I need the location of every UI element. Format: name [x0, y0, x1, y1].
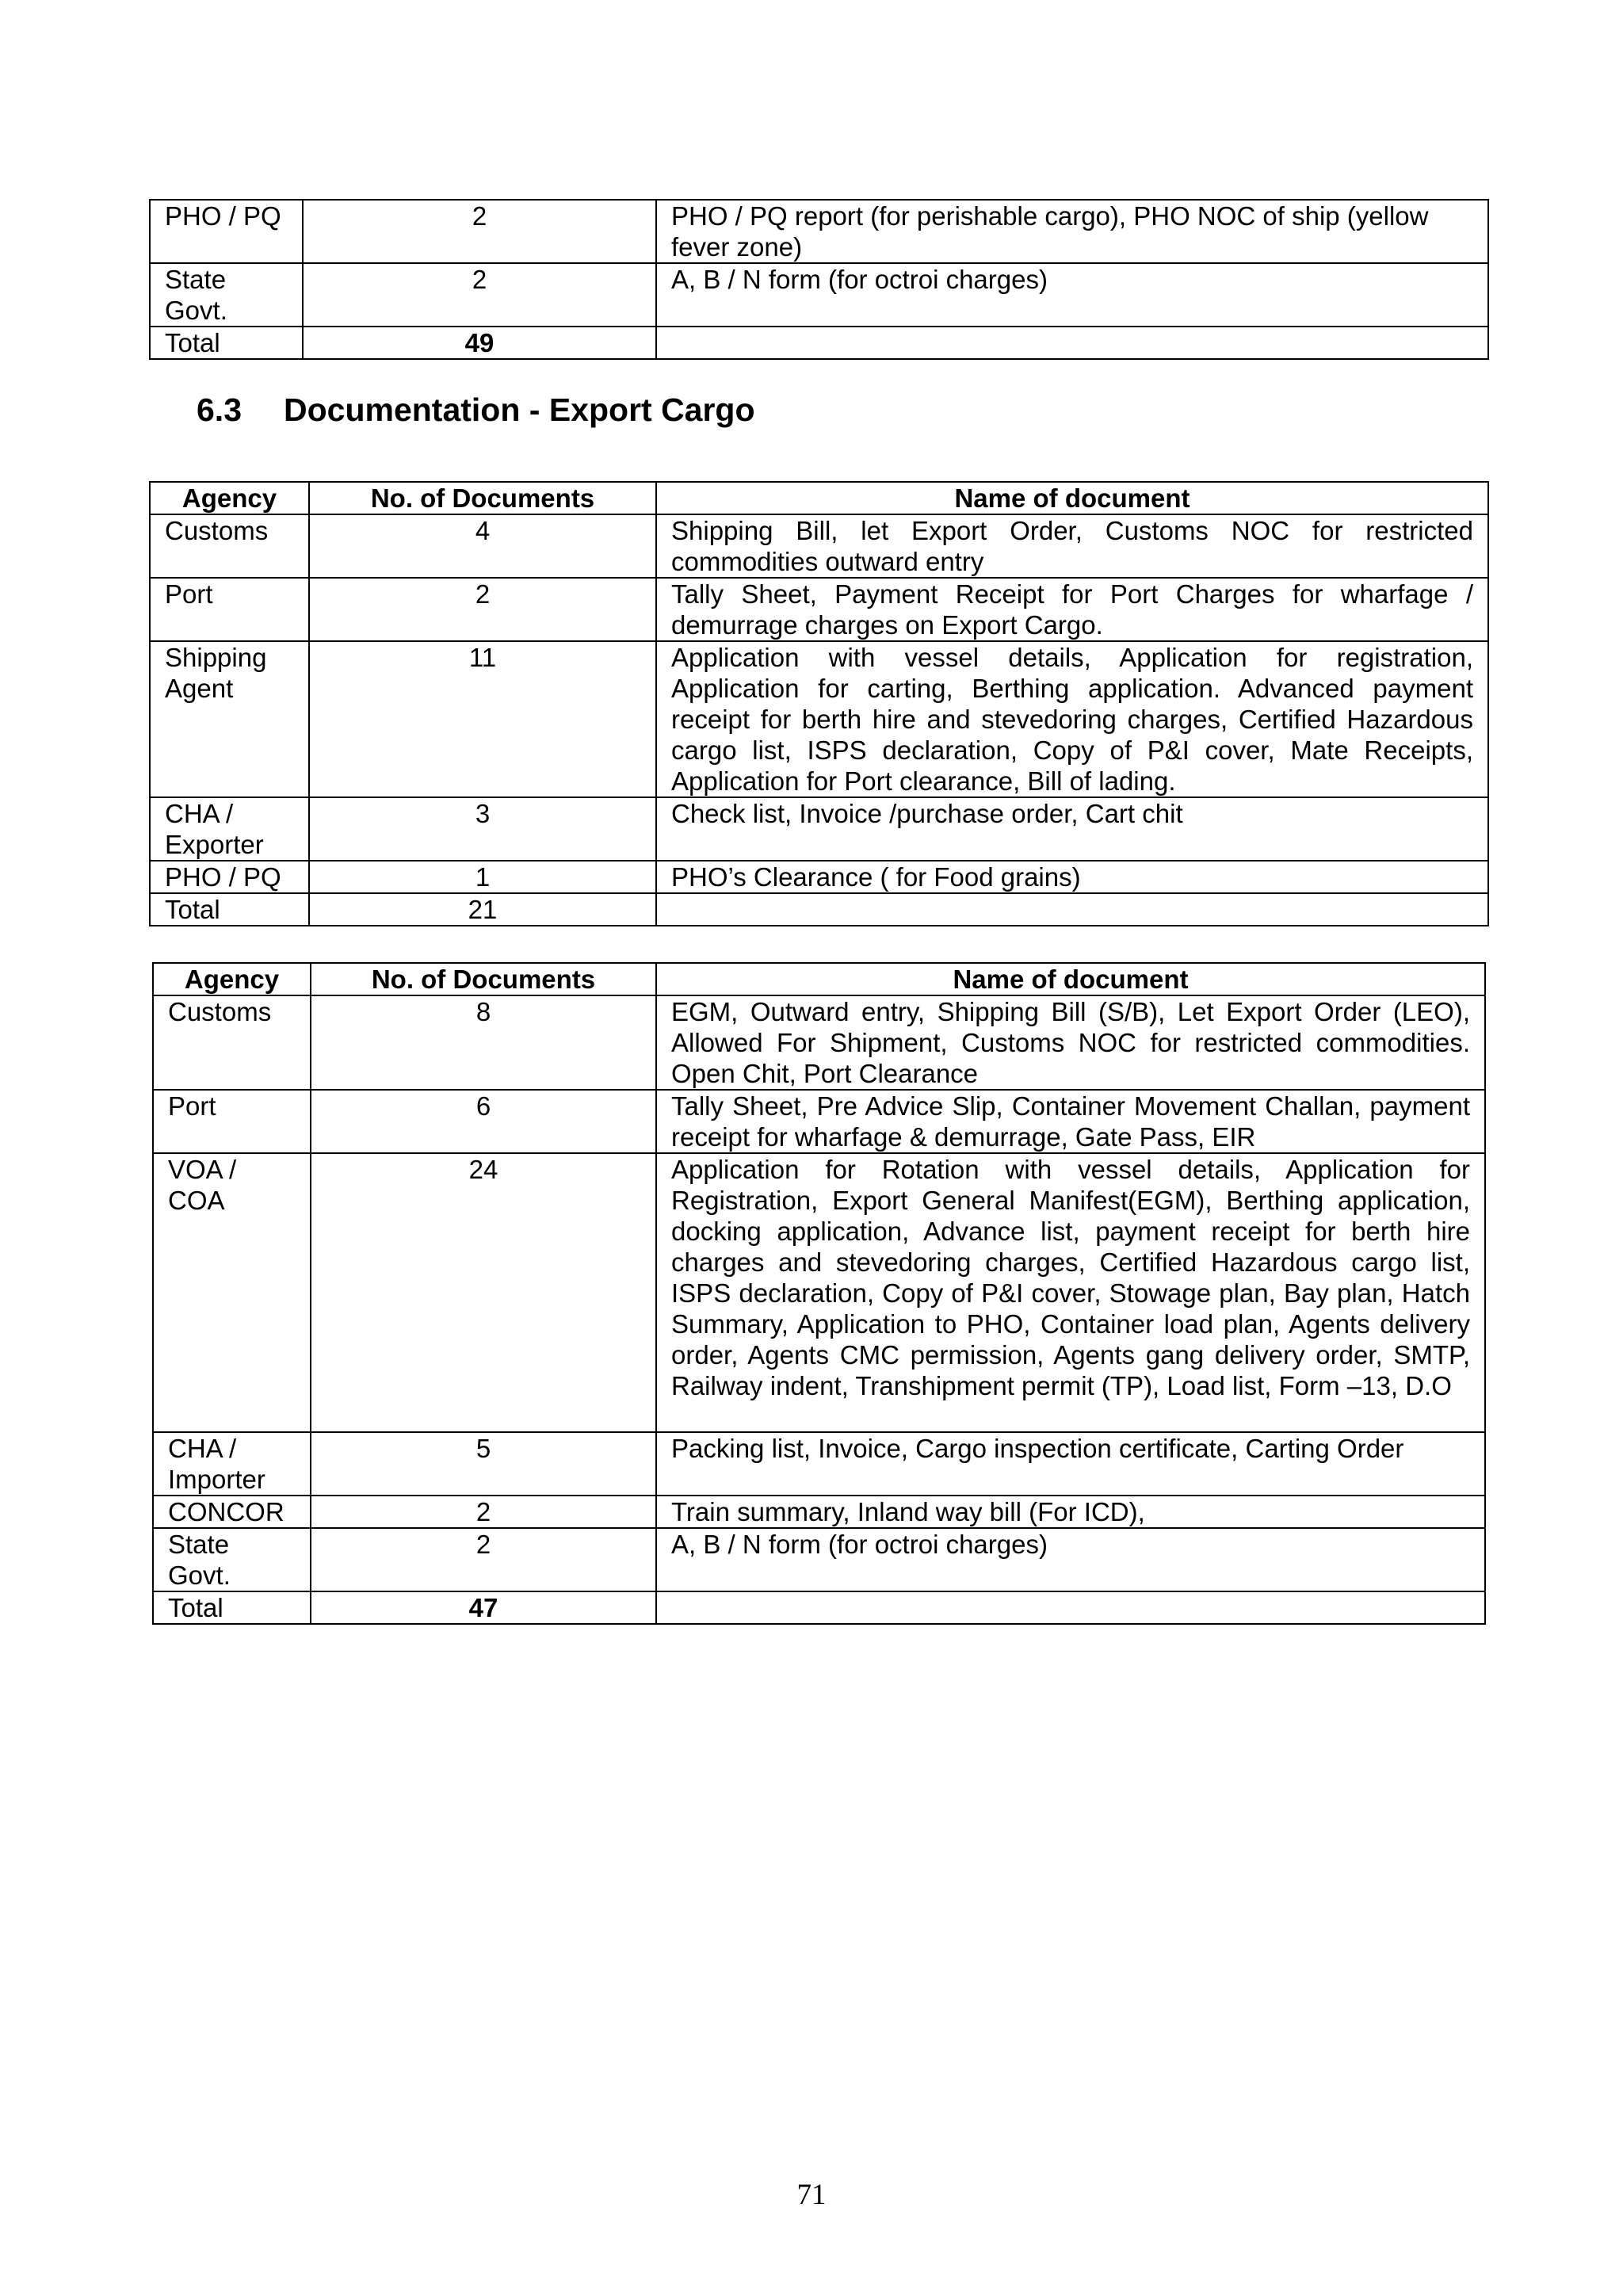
- document-count-cell: 2: [309, 578, 656, 641]
- continued-documents-table: [149, 199, 1489, 360]
- document-names-cell: Tally Sheet, Pre Advice Slip, Container Movement Challan, payment receipt for wharfage & demurrage, Gate Pass, EIR: [656, 1090, 1485, 1153]
- agency-cell: Port: [153, 1090, 311, 1153]
- document-count-cell: 8: [311, 995, 656, 1090]
- document-names-cell: [656, 893, 1488, 926]
- agency-cell: Shipping Agent: [150, 641, 309, 797]
- document-count-cell: 2: [303, 200, 656, 263]
- export-documents-table-1: [149, 481, 1489, 926]
- table-row: [150, 578, 1488, 641]
- agency-cell: PHO / PQ: [150, 200, 303, 263]
- table-row: [150, 641, 1488, 797]
- document-count-cell: 2: [303, 263, 656, 327]
- document-count-cell: 3: [309, 797, 656, 861]
- document-total-cell: 47: [311, 1591, 656, 1624]
- table-row: [150, 797, 1488, 861]
- document-names-cell: Packing list, Invoice, Cargo inspection certificate, Carting Order: [656, 1432, 1485, 1496]
- total-row: [150, 893, 1488, 926]
- table-row: [150, 263, 1488, 327]
- document-total-cell: 21: [309, 893, 656, 926]
- table-row: [153, 1528, 1485, 1591]
- table-row: [153, 995, 1485, 1090]
- section-title: Documentation - Export Cargo: [284, 392, 755, 428]
- document-count-header: No. of Documents: [309, 482, 656, 514]
- document-names-header: Name of document: [656, 963, 1485, 995]
- agency-header: Agency: [153, 963, 311, 995]
- page-number: 71: [796, 2179, 827, 2211]
- document-names-cell: PHO / PQ report (for perishable cargo), PHO NOC of ship (yellow fever zone): [656, 200, 1488, 263]
- table-row: [150, 200, 1488, 263]
- document-names-cell: Application for Rotation with vessel details, Application for Registration, Export General Manifest(EGM), Berthing application, docking application, Advance list, payment receipt for berth hire charges and stevedoring charges, Certified Hazardous cargo list, ISPS declaration, Copy of P&I cover, Stowage plan, Bay plan, Hatch Summary, Application to PHO, Container load plan, Agents delivery order, Agents CMC permission, Agents gang delivery order, SMTP, Railway indent, Transhipment permit (TP), Load list, Form –13, D.O: [656, 1153, 1485, 1432]
- document-names-cell: A, B / N form (for octroi charges): [656, 1528, 1485, 1591]
- document-count-cell: 24: [311, 1153, 656, 1432]
- table-row: [150, 861, 1488, 893]
- table-row: [150, 514, 1488, 578]
- document-count-cell: 6: [311, 1090, 656, 1153]
- agency-cell: CHA / Importer: [153, 1432, 311, 1496]
- document-count-cell: 4: [309, 514, 656, 578]
- document-count-cell: 1: [309, 861, 656, 893]
- document-count-header: No. of Documents: [311, 963, 656, 995]
- agency-cell: CONCOR: [153, 1496, 311, 1528]
- document-total-cell: 49: [303, 327, 656, 359]
- agency-cell: Customs: [150, 514, 309, 578]
- document-names-cell: Train summary, Inland way bill (For ICD),: [656, 1496, 1485, 1528]
- table-header-row: [150, 482, 1488, 514]
- document-names-cell: Tally Sheet, Payment Receipt for Port Charges for wharfage / demurrage charges on Export Cargo.: [656, 578, 1488, 641]
- document-count-cell: 5: [311, 1432, 656, 1496]
- agency-cell: Port: [150, 578, 309, 641]
- agency-cell: CHA / Exporter: [150, 797, 309, 861]
- document-count-cell: 2: [311, 1528, 656, 1591]
- table-header-row: [153, 963, 1485, 995]
- table-row: [153, 1090, 1485, 1153]
- agency-cell: PHO / PQ: [150, 861, 309, 893]
- table-row: [153, 1432, 1485, 1496]
- agency-cell: Total: [150, 327, 303, 359]
- document-names-header: Name of document: [656, 482, 1488, 514]
- document-count-cell: 2: [311, 1496, 656, 1528]
- section-heading: [197, 392, 755, 429]
- table-row: [153, 1153, 1485, 1432]
- document-names-cell: Shipping Bill, let Export Order, Customs NOC for restricted commodities outward entry: [656, 514, 1488, 578]
- total-row: [150, 327, 1488, 359]
- document-names-cell: PHO’s Clearance ( for Food grains): [656, 861, 1488, 893]
- agency-cell: Total: [150, 893, 309, 926]
- section-number: 6.3: [197, 392, 242, 428]
- agency-cell: VOA / COA: [153, 1153, 311, 1432]
- document-names-cell: Application with vessel details, Application for registration, Application for carting, Berthing application. Advanced payment receipt for berth hire and stevedoring charges, Certified Hazardous cargo list, ISPS declaration, Copy of P&I cover, Mate Receipts, Application for Port clearance, Bill of lading.: [656, 641, 1488, 797]
- document-names-cell: [656, 327, 1488, 359]
- agency-cell: State Govt.: [153, 1528, 311, 1591]
- agency-cell: Customs: [153, 995, 311, 1090]
- document-names-cell: [656, 1591, 1485, 1624]
- total-row: [153, 1591, 1485, 1624]
- agency-cell: State Govt.: [150, 263, 303, 327]
- agency-cell: Total: [153, 1591, 311, 1624]
- document-count-cell: 11: [309, 641, 656, 797]
- document-names-cell: Check list, Invoice /purchase order, Cart chit: [656, 797, 1488, 861]
- export-documents-table-2: [152, 962, 1486, 1625]
- document-names-cell: EGM, Outward entry, Shipping Bill (S/B), Let Export Order (LEO), Allowed For Shipment, Customs NOC for restricted commodities. Open Chit, Port Clearance: [656, 995, 1485, 1090]
- document-names-cell: A, B / N form (for octroi charges): [656, 263, 1488, 327]
- table-row: [153, 1496, 1485, 1528]
- agency-header: Agency: [150, 482, 309, 514]
